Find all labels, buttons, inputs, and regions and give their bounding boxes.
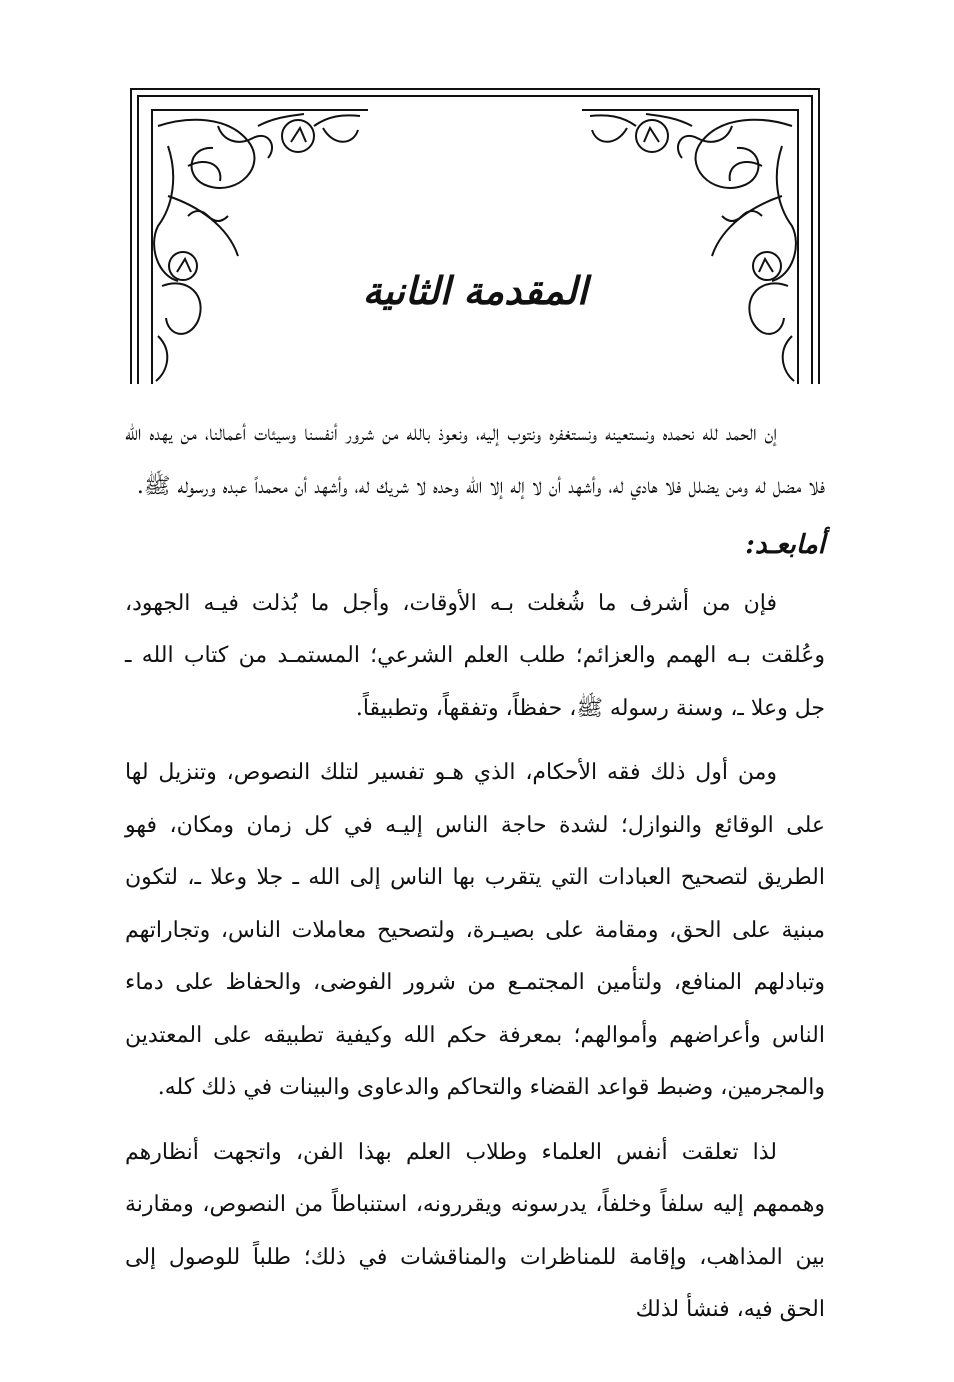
page-body: [125, 408, 825, 1337]
right-corner-ornament: [590, 114, 796, 381]
paragraph-2: فإن من أشرف ما شُغلت بـه الأوقات، وأجل ما بُذلت فيـه الجهود، وعُلقت بـه الهمم والعزائم؛ طلب العلم الشرعي؛ المستمـد من كتاب الله ـ جل وعلا ـ، وسنة رسوله ﷺ، حفظاً، وتفقهاً، وتطبيقاً.: [125, 590, 825, 721]
left-corner-ornament: [154, 114, 360, 381]
paragraph-1: إن الحمد لله نحمده ونستعينه ونستغفره ونتوب إليه، ونعوذ بالله من شرور أنفسنا وسيئات أعمالنا، من يهده الله فلا مضل له ومن يضلل فلا هادي له، وأشهد أن لا إله إلا الله وحده لا شريك له، وأشهد أن محمداً عبده ورسوله ﷺ.: [125, 421, 825, 499]
page-title: المقدمة الثانية: [362, 268, 588, 313]
ornamental-header-frame: [128, 86, 822, 386]
paragraph-3: ومن أول ذلك فقه الأحكام، الذي هـو تفسير لتلك النصوص، وتنزيل لها على الوقائع والنوازل؛ لشدة حاجة الناس إليـه في كل زمان ومكان، فهو الطريق لتصحيح العبادات التي يتقرب بها الناس إلى الله ـ جلا وعلا ـ، لتكون مبنية على الحق، ومقامة على بصيـرة، ولتصحيح معاملات الناس، وتجاراتهم وتبادلهم المنافع، ولتأمين المجتمـع من شرور الفوضى، والحفاظ على دماء الناس وأعراضهم وأموالهم؛ بمعرفة حكم الله وكيفية تطبيقه على المعتدين والمجرمين، وضبط قواعد القضاء والتحاكم والدعاوى والبينات في ذلك كله.: [125, 760, 825, 1100]
ornament-border-svg: [128, 86, 822, 386]
paragraph-4: لذا تعلقت أنفس العلماء وطلاب العلم بهذا الفن، واتجهت أنظارهم وهممهم إليه سلفاً وخلفاً، يدرسونه ويقررونه، استنباطاً من النصوص، ومقارنة بين المذاهب، وإقامة للمناظرات والمناقشات في ذلك؛ طلباً للوصول إلى الحق فيه، فنشأ لذلك: [125, 1139, 825, 1322]
paragraph-amma-baad: أمابعـد:: [745, 530, 825, 560]
